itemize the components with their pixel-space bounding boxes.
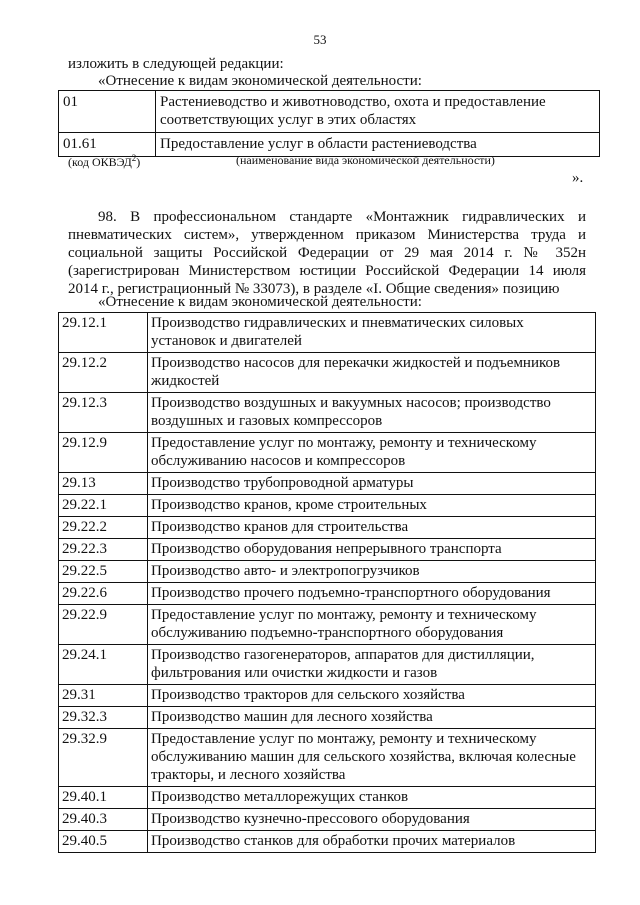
table-row	[59, 831, 596, 853]
table-row	[59, 561, 596, 583]
table-row	[59, 473, 596, 495]
table-row	[59, 605, 596, 645]
activity-name: Производство гидравлических и пневматических силовых установок и двигателей	[148, 313, 596, 353]
table-row	[59, 685, 596, 707]
table-row	[59, 353, 596, 393]
okved-code: 01.61	[59, 133, 156, 157]
okved-code: 29.22.2	[59, 517, 148, 539]
intro-line: изложить в следующей редакции:	[68, 56, 284, 72]
activity-name: Производство кранов для строительства	[148, 517, 596, 539]
activity-name: Производство газогенераторов, аппаратов для дистилляции, фильтрования или очистки жидкости и газов	[148, 645, 596, 685]
table-row	[59, 583, 596, 605]
okved-code: 29.40.5	[59, 831, 148, 853]
activity-name: Производство металлорежущих станков	[148, 787, 596, 809]
okved-code: 29.22.9	[59, 605, 148, 645]
okved-table-1	[58, 90, 600, 157]
activity-name: Производство воздушных и вакуумных насосов; производство воздушных и газовых компрессоров	[148, 393, 596, 433]
table-row	[59, 645, 596, 685]
heading-okved-2: «Отнесение к видам экономической деятельности:	[98, 294, 422, 310]
okved-code: 29.24.1	[59, 645, 148, 685]
activity-name: Производство станков для обработки прочих материалов	[148, 831, 596, 853]
closing-quote: ».	[572, 170, 584, 186]
okved-code: 01	[59, 91, 156, 133]
activity-name: Предоставление услуг по монтажу, ремонту и техническому обслуживанию насосов и компрессоров	[148, 433, 596, 473]
activity-name: Производство трубопроводной арматуры	[148, 473, 596, 495]
okved-code: 29.32.3	[59, 707, 148, 729]
activity-name: Производство авто- и электропогрузчиков	[148, 561, 596, 583]
heading-okved-1: «Отнесение к видам экономической деятельности:	[98, 73, 422, 89]
table-row	[59, 517, 596, 539]
activity-name: Растениеводство и животноводство, охота и предоставление соответствующих услуг в этих областях	[156, 91, 600, 133]
activity-name: Производство кранов, кроме строительных	[148, 495, 596, 517]
table-row	[59, 707, 596, 729]
activity-name: Производство оборудования непрерывного транспорта	[148, 539, 596, 561]
okved-code: 29.22.6	[59, 583, 148, 605]
activity-name: Предоставление услуг по монтажу, ремонту и техническому обслуживанию подъемно-транспортного оборудования	[148, 605, 596, 645]
table-row	[59, 495, 596, 517]
okved-code: 29.12.1	[59, 313, 148, 353]
okved-code: 29.13	[59, 473, 148, 495]
caption-code-close: )	[136, 155, 141, 169]
activity-name: Производство машин для лесного хозяйства	[148, 707, 596, 729]
table-row	[59, 313, 596, 353]
caption-code-text: (код ОКВЭД	[68, 155, 132, 169]
table-row	[59, 809, 596, 831]
okved-code: 29.40.1	[59, 787, 148, 809]
activity-name: Предоставление услуг в области растениеводства	[156, 133, 600, 157]
okved-code: 29.32.9	[59, 729, 148, 787]
okved-code: 29.12.3	[59, 393, 148, 433]
paragraph-98: 98. В профессиональном стандарте «Монтажник гидравлических и пневматических систем», утвержденном приказом Министерства труда и социальной защиты Российской Федерации от 29 мая 2014 г. № 352н (зарегистрирован Министерством юстиции Российской Федерации 14 июля 2014 г., регистрационный № 33073), в разделе «I. Общие сведения» позицию	[68, 209, 586, 297]
okved-table-2	[58, 312, 596, 853]
activity-name: Производство тракторов для сельского хозяйства	[148, 685, 596, 707]
table-row	[59, 433, 596, 473]
caption-activity-name: (наименование вида экономической деятельности)	[236, 153, 495, 167]
activity-name: Производство кузнечно-прессового оборудования	[148, 809, 596, 831]
okved-code: 29.12.9	[59, 433, 148, 473]
activity-name: Предоставление услуг по монтажу, ремонту и техническому обслуживанию машин для сельского хозяйства, включая колесные тракторы, и лесного хозяйства	[148, 729, 596, 787]
table-row	[59, 91, 600, 133]
okved-code: 29.31	[59, 685, 148, 707]
activity-name: Производство прочего подъемно-транспортного оборудования	[148, 583, 596, 605]
okved-code: 29.22.3	[59, 539, 148, 561]
table-row	[59, 729, 596, 787]
table-row	[59, 787, 596, 809]
caption-code	[68, 153, 140, 170]
activity-name: Производство насосов для перекачки жидкостей и подъемников жидкостей	[148, 353, 596, 393]
page-number: 53	[313, 32, 327, 47]
table-row	[59, 539, 596, 561]
footnote-mark: 2	[131, 153, 137, 163]
table-row	[59, 393, 596, 433]
okved-code: 29.22.1	[59, 495, 148, 517]
okved-code: 29.12.2	[59, 353, 148, 393]
okved-code: 29.22.5	[59, 561, 148, 583]
okved-code: 29.40.3	[59, 809, 148, 831]
